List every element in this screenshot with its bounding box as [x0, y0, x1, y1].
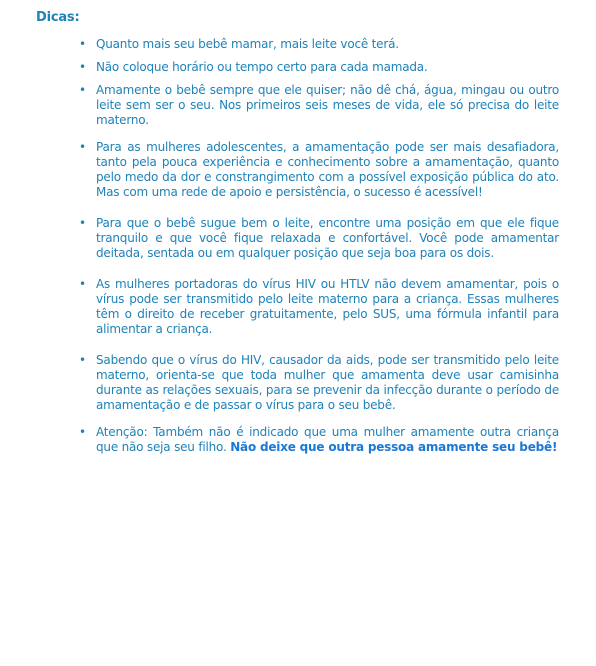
- bullet-icon: •: [79, 140, 86, 154]
- tip-item: [79, 353, 559, 413]
- tip-item: [79, 60, 559, 75]
- tip-text: Amamente o bebê sempre que ele quiser; não dê chá, água, mingau ou outro leite sem ser o seu. Nos primeiros seis meses de vida, ele só precisa do leite materno.: [96, 83, 559, 127]
- tips-heading: Dicas:: [36, 10, 80, 25]
- tip-item: [79, 425, 559, 455]
- bullet-icon: •: [79, 37, 86, 51]
- tip-item: [79, 277, 559, 337]
- tip-text: Não coloque horário ou tempo certo para cada mamada.: [96, 60, 428, 74]
- bullet-icon: •: [79, 83, 86, 97]
- bullet-icon: •: [79, 277, 86, 291]
- tip-text: Para que o bebê sugue bem o leite, encontre uma posição em que ele fique tranquilo e que você fique relaxada e confortável. Você pode amamentar deitada, sentada ou em qualquer posição que seja boa para os dois.: [96, 216, 559, 260]
- tip-item: [79, 216, 559, 261]
- tip-text: Atenção: Também não é indicado que uma mulher amamente outra criança que não seja seu filho.: [96, 425, 559, 454]
- tip-text: Sabendo que o vírus do HIV, causador da aids, pode ser transmitido pelo leite materno, orienta-se que toda mulher que amamenta deve usar camisinha durante as relações sexuais, para se prevenir da infecção durante o período de amamentação e de passar o vírus para o seu bebê.: [96, 353, 559, 412]
- tip-item: [79, 37, 559, 52]
- bullet-icon: •: [79, 425, 86, 439]
- tip-item: [79, 83, 559, 128]
- tip-emphasis: Não deixe que outra pessoa amamente seu bebê!: [230, 440, 558, 454]
- bullet-icon: •: [79, 216, 86, 230]
- tip-text: As mulheres portadoras do vírus HIV ou HTLV não devem amamentar, pois o vírus pode ser transmitido pelo leite materno para a criança. Essas mulheres têm o direito de receber gratuitamente, pelo SUS, uma fórmula infantil para alimentar a criança.: [96, 277, 559, 336]
- tip-item: [79, 140, 559, 200]
- tips-list: [0, 37, 596, 455]
- bullet-icon: •: [79, 60, 86, 74]
- bullet-icon: •: [79, 353, 86, 367]
- tip-text: Quanto mais seu bebê mamar, mais leite você terá.: [96, 37, 399, 51]
- tip-text: Para as mulheres adolescentes, a amamentação pode ser mais desafiadora, tanto pela pouca experiência e conhecimento sobre a amamentação, quanto pelo medo da dor e constrangimento com a possível exposição pública do ato. Mas com uma rede de apoio e persistência, o sucesso é acessível!: [96, 140, 559, 199]
